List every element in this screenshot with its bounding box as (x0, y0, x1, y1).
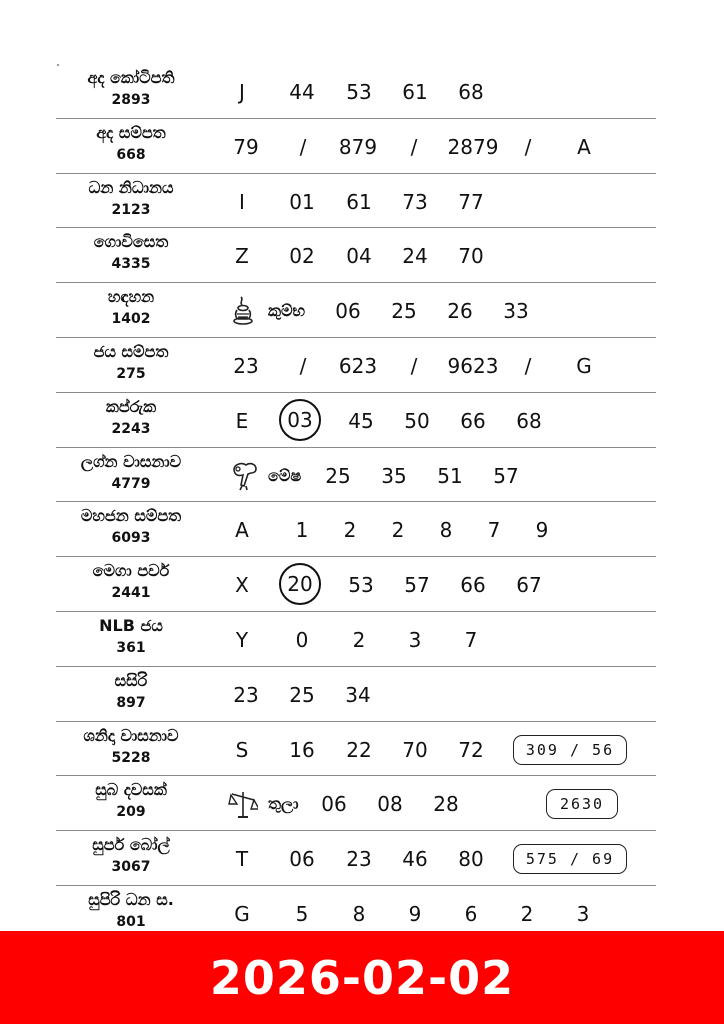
lottery-name: හඳහන (107, 287, 155, 307)
separator: / (524, 134, 532, 159)
winning-number: 879 (338, 134, 378, 159)
winning-number: Z (235, 244, 249, 269)
lottery-name-block (56, 68, 206, 110)
boxed-special-number: 2630 (546, 789, 618, 819)
draw-number: 668 (116, 146, 146, 163)
winning-number: J (239, 80, 245, 104)
special-number-circled: 20 (279, 563, 321, 605)
lottery-name: ධන නිධානය (88, 177, 174, 197)
winning-number: 5 (295, 901, 309, 926)
lottery-name: සුබ දවසක් (95, 780, 167, 800)
winning-number: 68 (516, 408, 542, 433)
result-row (56, 338, 656, 393)
draw-number: 897 (116, 694, 146, 711)
winning-number: 3 (576, 901, 590, 926)
winning-number: 2 (391, 518, 405, 543)
winning-number: 04 (346, 244, 372, 269)
winning-number: 02 (289, 244, 315, 269)
winning-number: A (235, 518, 249, 543)
lottery-name: සුපර් බෝල් (92, 835, 170, 855)
boxed-special-number: 309 / 56 (513, 735, 627, 765)
winning-number: 66 (460, 573, 486, 598)
results-table (56, 64, 656, 941)
draw-number: 5228 (111, 749, 151, 766)
winning-number: 70 (402, 737, 428, 762)
lottery-name: කප්රුක (105, 396, 157, 416)
winning-number: 1 (295, 518, 309, 543)
draw-number: 2123 (111, 201, 151, 218)
winning-number: 50 (404, 408, 430, 433)
lottery-name-block (56, 835, 206, 877)
winning-number: 25 (289, 682, 315, 707)
winning-number: 23 (346, 847, 372, 872)
winning-number: 3 (408, 627, 422, 652)
lottery-name: මෙගා පවර් (92, 561, 170, 581)
draw-number: 2893 (111, 92, 151, 108)
result-row (56, 119, 656, 174)
letter: E (235, 408, 249, 433)
lottery-name: ලග්න වාසනාව (80, 451, 182, 471)
winning-number: 7 (487, 518, 501, 543)
winning-number: 16 (289, 737, 315, 762)
lottery-name-block (56, 452, 206, 494)
lottery-name-block (56, 232, 206, 274)
winning-number: 06 (321, 792, 347, 817)
draw-number: 1402 (111, 311, 151, 328)
winning-number: 26 (447, 299, 473, 324)
draw-number: 275 (116, 365, 146, 382)
result-row (56, 502, 656, 557)
winning-number: 44 (289, 80, 315, 104)
zodiac-sign: කුම්භ (268, 301, 306, 321)
zodiac-sign: මේෂ (268, 465, 302, 485)
result-row (56, 776, 656, 831)
winning-number: 23 (233, 682, 259, 707)
winning-number: 34 (345, 682, 371, 707)
winning-number: 33 (503, 299, 529, 324)
draw-number: 361 (116, 639, 146, 656)
lottery-name-block (56, 178, 206, 220)
lottery-name: මහජන සම්පත (80, 506, 182, 526)
winning-number: 73 (402, 189, 428, 214)
lottery-name-block (56, 397, 206, 439)
winning-number: 06 (335, 299, 361, 324)
lottery-name-block (56, 616, 206, 658)
lottery-name-block (56, 561, 206, 603)
result-row (56, 64, 656, 119)
winning-number: 61 (402, 80, 428, 104)
lottery-name-block (56, 726, 206, 768)
winning-number: 06 (289, 847, 315, 872)
winning-number: G (234, 901, 250, 926)
winning-number: 77 (458, 189, 484, 214)
result-row (56, 228, 656, 283)
winning-number: 57 (404, 573, 430, 598)
lottery-name: සුපිරි ධන ස. (88, 889, 174, 909)
winning-number: 25 (391, 299, 417, 324)
draw-number: 801 (116, 913, 146, 930)
winning-number: 23 (233, 353, 259, 378)
winning-number: I (239, 189, 245, 214)
separator: / (299, 134, 307, 159)
draw-number: 4335 (111, 256, 151, 273)
winning-number: T (235, 847, 249, 872)
winning-number: 51 (437, 463, 463, 488)
winning-number: 67 (516, 573, 542, 598)
winning-number: 2879 (447, 134, 499, 159)
winning-number: A (577, 134, 591, 159)
lottery-name-block (56, 342, 206, 384)
separator: / (299, 353, 307, 378)
lottery-name-block (56, 671, 206, 713)
winning-number: 2 (343, 518, 357, 543)
winning-number: 9 (535, 518, 549, 543)
lottery-name-block (56, 123, 206, 165)
draw-number: 2243 (111, 420, 151, 437)
lottery-name: ජය සම්පත (93, 341, 169, 361)
winning-number: 70 (458, 244, 484, 269)
winning-number: 6 (464, 901, 478, 926)
zodiac-sign: තුලා (268, 794, 299, 814)
result-row (56, 283, 656, 338)
lottery-name-block (56, 890, 206, 932)
lottery-name-block (56, 780, 206, 822)
winning-number: 68 (458, 80, 484, 104)
result-row (56, 612, 656, 667)
separator: / (410, 353, 418, 378)
result-row (56, 667, 656, 722)
lottery-name: අද සම්පත (96, 122, 166, 142)
winning-number: Y (235, 627, 249, 652)
date-label: 2026-02-02 (209, 950, 515, 1005)
winning-number: 08 (377, 792, 403, 817)
winning-number: 35 (381, 463, 407, 488)
boxed-special-number: 575 / 69 (513, 844, 627, 874)
letter: X (235, 573, 249, 598)
draw-number: 209 (116, 804, 146, 821)
result-row (56, 557, 656, 612)
winning-number: 01 (289, 189, 315, 214)
draw-number: 3067 (111, 859, 151, 876)
separator: / (410, 134, 418, 159)
lottery-name-block (56, 506, 206, 548)
winning-number: 0 (295, 627, 309, 652)
winning-number: 22 (346, 737, 372, 762)
date-banner (0, 931, 724, 1024)
aquarius-icon (228, 295, 258, 327)
winning-number: 80 (458, 847, 484, 872)
lottery-name: NLB ජය (99, 615, 163, 635)
result-row (56, 174, 656, 229)
winning-number: 61 (346, 189, 372, 214)
winning-number: 7 (464, 627, 478, 652)
winning-number: 66 (460, 408, 486, 433)
aries-icon (228, 460, 258, 492)
winning-number: 2 (352, 627, 366, 652)
winning-number: G (576, 353, 592, 378)
result-row (56, 831, 656, 886)
lottery-name-block (56, 287, 206, 329)
draw-number: 2441 (111, 585, 151, 602)
winning-number: 9 (408, 901, 422, 926)
winning-number: 53 (348, 573, 374, 598)
libra-icon (228, 788, 258, 820)
winning-number: 28 (433, 792, 459, 817)
winning-number: 8 (352, 901, 366, 926)
lottery-name: සසිරි (114, 670, 148, 690)
lottery-name: ශනිදා වාසනාව (83, 725, 179, 745)
winning-number: 8 (439, 518, 453, 543)
draw-number: 4779 (111, 475, 151, 492)
result-row (56, 722, 656, 777)
winning-number: 623 (338, 353, 378, 378)
draw-number: 6093 (111, 530, 151, 547)
separator: / (524, 353, 532, 378)
winning-number: 9623 (447, 353, 499, 378)
winning-number: 57 (493, 463, 519, 488)
winning-number: S (235, 737, 249, 762)
winning-number: 53 (346, 80, 372, 104)
result-row (56, 448, 656, 503)
winning-number: 24 (402, 244, 428, 269)
special-number-circled: 03 (279, 399, 321, 441)
winning-number: 25 (325, 463, 351, 488)
result-row (56, 393, 656, 448)
winning-number: 72 (458, 737, 484, 762)
winning-number: 46 (402, 847, 428, 872)
lottery-name: ගොවිසෙත (93, 232, 169, 252)
winning-number: 45 (348, 408, 374, 433)
lottery-name: අද කෝටිපති (87, 68, 175, 87)
winning-number: 2 (520, 901, 534, 926)
winning-number: 79 (233, 134, 259, 159)
